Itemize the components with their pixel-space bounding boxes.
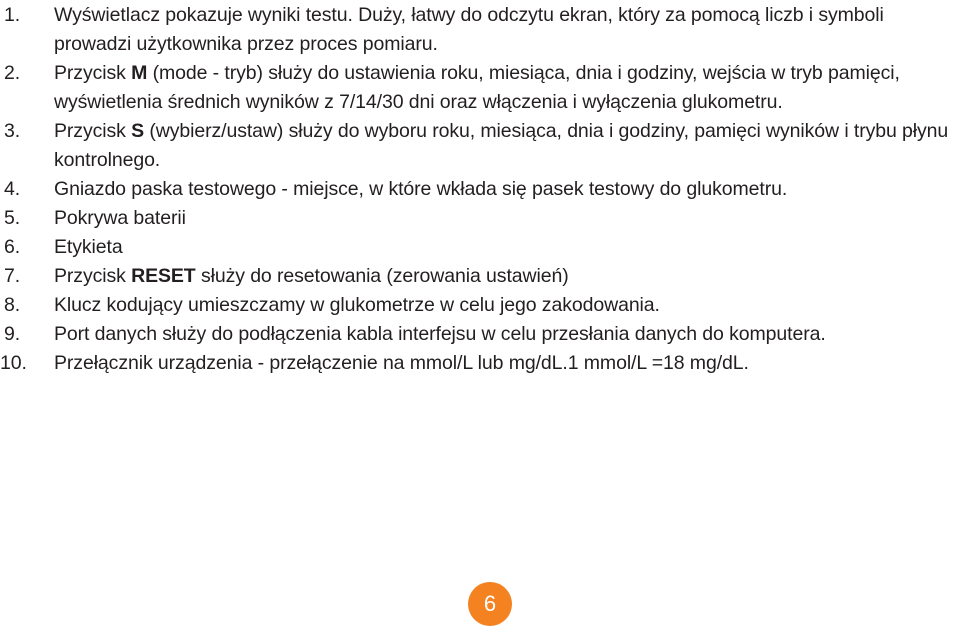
- list-item: [0, 204, 960, 233]
- text-segment: Klucz kodujący umieszczamy w glukometrze w celu jego zakodowania.: [54, 294, 660, 316]
- list-item-text: [54, 120, 948, 171]
- text-segment: Przycisk: [54, 265, 132, 287]
- list-item-text: [54, 207, 186, 229]
- list-item-number: 4.: [4, 178, 21, 200]
- list-item-text: [54, 178, 787, 200]
- list-item-text: [54, 265, 569, 287]
- numbered-list: [0, 1, 960, 378]
- list-item: [0, 349, 960, 378]
- list-item: [0, 175, 960, 204]
- text-segment: Przycisk: [54, 120, 132, 142]
- text-segment: służy do resetowania (zerowania ustawień): [195, 265, 569, 287]
- button-name-bold: RESET: [131, 265, 196, 287]
- list-item-number: 1.: [4, 4, 21, 26]
- list-item: [0, 262, 960, 291]
- list-item-number: 5.: [4, 207, 21, 229]
- list-item: [0, 233, 960, 262]
- text-segment: Gniazdo paska testowego - miejsce, w które wkłada się pasek testowy do glukometru.: [54, 178, 788, 200]
- button-name-bold: S: [131, 120, 145, 142]
- text-segment: Wyświetlacz pokazuje wyniki testu. Duży, łatwy do odczytu ekran, który za pomocą liczb i symboli prowadzi użytkownika przez proces pomiaru.: [54, 4, 884, 55]
- list-item-text: [54, 323, 826, 345]
- list-item: [0, 291, 960, 320]
- list-item-number: 10.: [0, 352, 27, 374]
- list-item: [0, 59, 960, 117]
- list-item: [0, 1, 960, 59]
- list-item-number: 6.: [4, 236, 21, 258]
- text-segment: Przycisk: [54, 62, 132, 84]
- list-item: [0, 320, 960, 349]
- text-segment: Pokrywa baterii: [54, 207, 186, 229]
- list-item-number: 7.: [4, 265, 21, 287]
- list-item-number: 3.: [4, 120, 21, 142]
- page-number-badge: 6: [468, 582, 512, 626]
- text-segment: Etykieta: [54, 236, 123, 258]
- list-item-text: [54, 4, 884, 55]
- list-item-number: 2.: [4, 62, 21, 84]
- button-name-bold: M: [131, 62, 148, 84]
- list-item-number: 8.: [4, 294, 21, 316]
- text-segment: (mode - tryb) służy do ustawienia roku, miesiąca, dnia i godziny, wejścia w tryb pamięci, wyświetlenia średnich wyników z 7/14/30 dni oraz włączenia i wyłączenia glukometru.: [54, 62, 900, 113]
- list-item-number: 9.: [4, 323, 21, 345]
- list-item-text: [54, 236, 123, 258]
- list-item-text: [54, 294, 660, 316]
- list-item-text: [54, 62, 900, 113]
- list-item-text: [54, 352, 749, 374]
- text-segment: (wybierz/ustaw) służy do wyboru roku, miesiąca, dnia i godziny, pamięci wyników i trybu płynu kontrolnego.: [54, 120, 949, 171]
- text-segment: Port danych służy do podłączenia kabla interfejsu w celu przesłania danych do komputera.: [54, 323, 826, 345]
- text-segment: Przełącznik urządzenia - przełączenie na mmol/L lub mg/dL.1 mmol/L =18 mg/dL.: [54, 352, 749, 374]
- list-item: [0, 117, 960, 175]
